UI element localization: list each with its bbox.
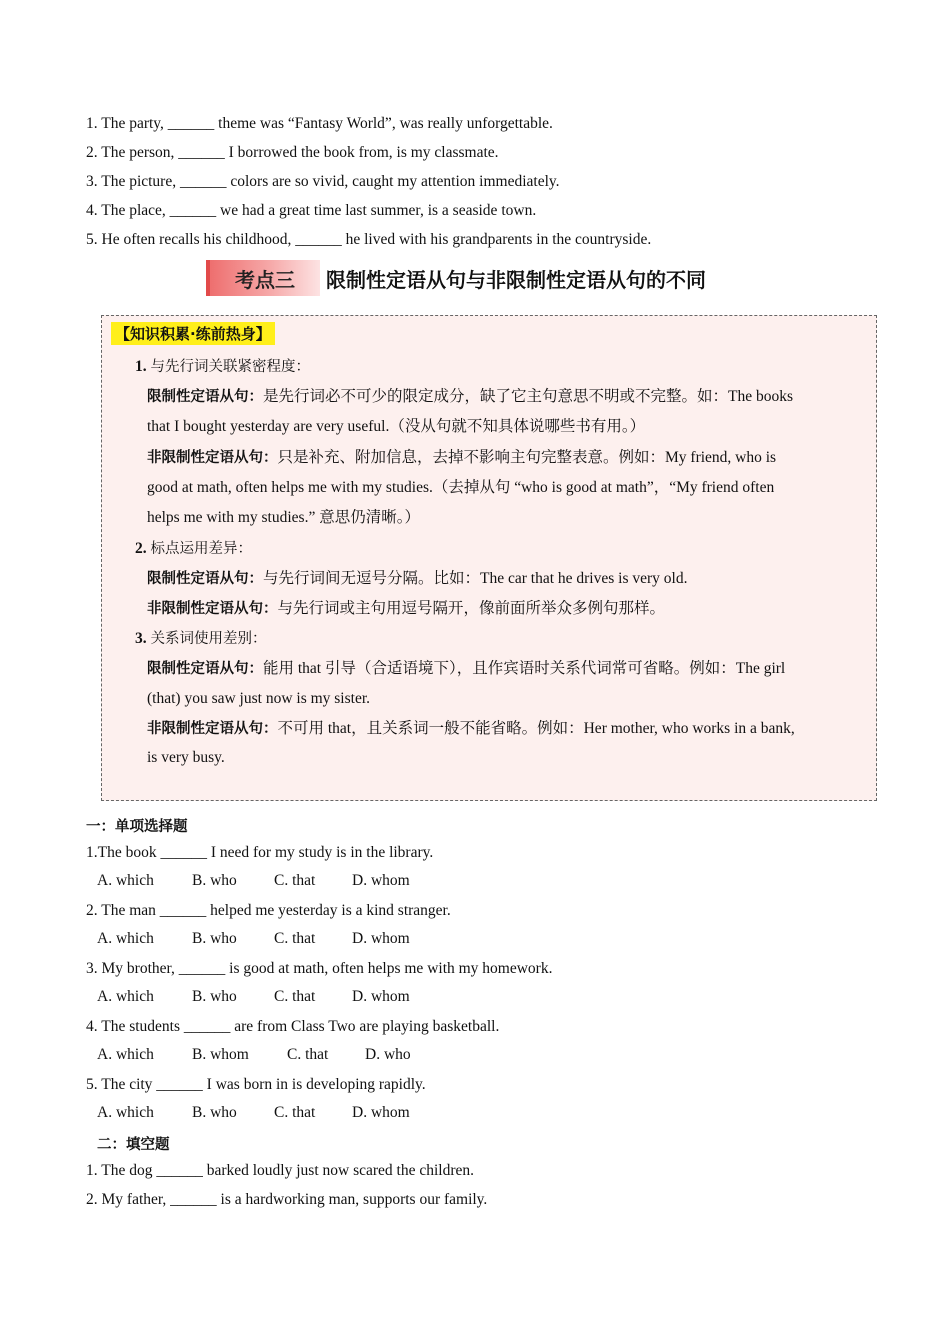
question: 4. The students ______ are from Class Two are playing basketball. xyxy=(86,1018,500,1035)
option: D. whom xyxy=(352,988,410,1005)
option: A. which xyxy=(97,930,154,947)
fill-blank-item: 2. My father, ______ is a hardworking man, supports our family. xyxy=(86,1191,488,1208)
option: C. that xyxy=(287,1046,329,1063)
exercise-line: 2. The person, ______ I borrowed the book from, is my classmate. xyxy=(86,144,499,161)
explanation-line: is very busy. xyxy=(147,749,225,766)
clause-label: 非限制性定语从句： xyxy=(147,601,278,617)
explanation-text: 是先行词必不可少的限定成分，缺了它主句意思不明或不完整。如：The books xyxy=(263,388,794,405)
explanation-line: that I bought yesterday are very useful.（没从句就不知具体说哪些书有用。） xyxy=(147,418,646,435)
clause-label: 限制性定语从句： xyxy=(147,661,263,677)
point-heading xyxy=(135,629,267,649)
clause-label: 非限制性定语从句： xyxy=(147,721,278,737)
heading-badge: 考点三 xyxy=(206,260,320,296)
clause-label: 非限制性定语从句： xyxy=(147,450,278,466)
exercise-line: 3. The picture, ______ colors are so vivid, caught my attention immediately. xyxy=(86,173,560,190)
option: D. whom xyxy=(352,1104,410,1121)
option: D. whom xyxy=(352,930,410,947)
question: 2. The man ______ helped me yesterday is a kind stranger. xyxy=(86,902,451,919)
option: C. that xyxy=(274,988,316,1005)
option: D. who xyxy=(365,1046,411,1063)
option: A. which xyxy=(97,1104,154,1121)
exercise-line: 5. He often recalls his childhood, ______ he lived with his grandparents in the countryside. xyxy=(86,231,652,248)
point-number: 1. xyxy=(135,358,147,375)
exercise-line: 4. The place, ______ we had a great time last summer, is a seaside town. xyxy=(86,202,537,219)
explanation-line xyxy=(147,387,793,407)
options-row xyxy=(97,872,410,890)
clause-label: 限制性定语从句： xyxy=(147,389,263,405)
option: B. who xyxy=(192,930,237,947)
option: C. that xyxy=(274,930,316,947)
heading-title: 限制性定语从句与非限制性定语从句的不同 xyxy=(326,267,706,292)
explanation-text: 只是补充、附加信息，去掉不影响主句完整表意。例如：My friend, who is xyxy=(277,449,777,466)
question: 5. The city ______ I was born in is developing rapidly. xyxy=(86,1076,426,1093)
explanation-line xyxy=(147,659,785,679)
options-row xyxy=(97,930,410,948)
point-title: 与先行词关联紧密程度： xyxy=(150,359,310,375)
point-heading xyxy=(135,357,310,377)
option: B. whom xyxy=(192,1046,249,1063)
point-title: 标点运用差异： xyxy=(150,541,252,557)
option: A. which xyxy=(97,872,154,889)
explanation-text: 能用 that 引导（合适语境下），且作宾语时关系代词常可省略。例如：The girl xyxy=(263,660,786,677)
question: 1.The book ______ I need for my study is in the library. xyxy=(86,844,434,861)
explanation-line xyxy=(147,599,665,619)
options-row xyxy=(97,1104,410,1122)
option: A. which xyxy=(97,1046,154,1063)
section-title: 二：填空题 xyxy=(97,1137,170,1153)
point-number: 2. xyxy=(135,540,147,557)
option: B. who xyxy=(192,988,237,1005)
knowledge-box-title: 【知识积累·练前热身】 xyxy=(111,322,275,345)
point-number: 3. xyxy=(135,630,147,647)
option: B. who xyxy=(192,872,237,889)
explanation-line: helps me with my studies.” 意思仍清晰。） xyxy=(147,509,420,526)
explanation-line: (that) you saw just now is my sister. xyxy=(147,690,371,707)
option: D. whom xyxy=(352,872,410,889)
point-heading xyxy=(135,539,252,559)
explanation-text: 与先行词或主句用逗号隔开，像前面所举众多例句那样。 xyxy=(277,600,666,617)
option: B. who xyxy=(192,1104,237,1121)
explanation-line xyxy=(147,569,687,589)
fill-blank-item: 1. The dog ______ barked loudly just now scared the children. xyxy=(86,1162,474,1179)
section-heading xyxy=(206,259,706,297)
explanation-line: good at math, often helps me with my studies.（去掉从句 “who is good at math”，“My friend often xyxy=(147,479,775,496)
point-title: 关系词使用差别： xyxy=(150,631,267,647)
option: C. that xyxy=(274,1104,316,1121)
explanation-line xyxy=(147,448,776,468)
question: 3. My brother, ______ is good at math, often helps me with my homework. xyxy=(86,960,553,977)
exercise-line: 1. The party, ______ theme was “Fantasy World”, was really unforgettable. xyxy=(86,115,553,132)
options-row xyxy=(97,1046,411,1064)
clause-label: 限制性定语从句： xyxy=(147,571,263,587)
explanation-text: 与先行词间无逗号分隔。比如：The car that he drives is very old. xyxy=(263,570,688,587)
explanation-text: 不可用 that，且关系词一般不能省略。例如：Her mother, who works in a bank, xyxy=(277,720,795,737)
option: C. that xyxy=(274,872,316,889)
section-title: 一：单项选择题 xyxy=(86,819,188,835)
explanation-line xyxy=(147,719,795,739)
options-row xyxy=(97,988,410,1006)
option: A. which xyxy=(97,988,154,1005)
